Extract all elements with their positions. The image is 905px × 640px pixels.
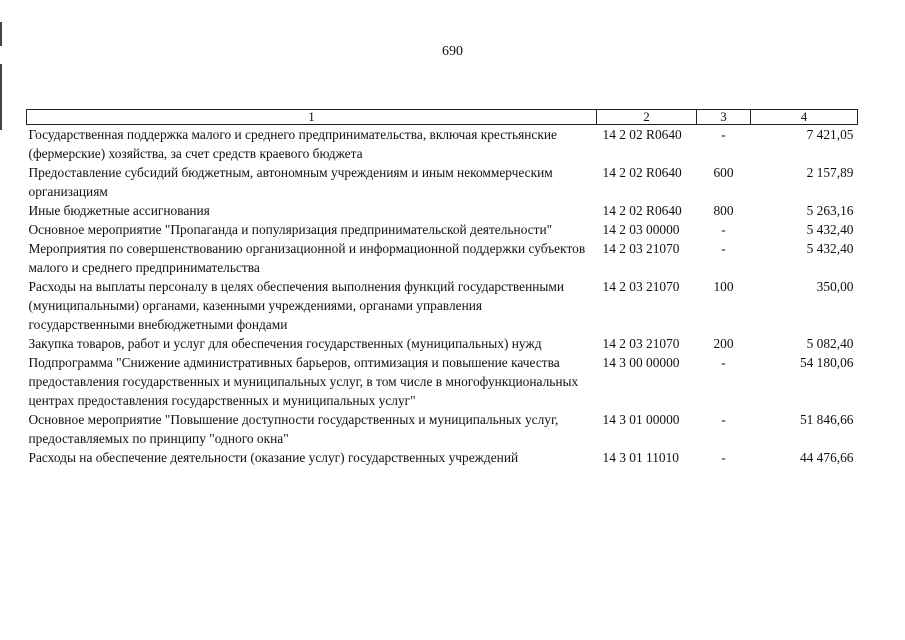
table-row (27, 448, 858, 467)
row-name: Мероприятия по совершенствованию организационной и информационной поддержки субъектов малого и среднего предпринимательства (28, 241, 586, 275)
table-row (27, 410, 858, 448)
table-row (27, 220, 858, 239)
row-amount: 51 846,66 (799, 412, 854, 427)
row-type: - (721, 450, 726, 465)
table-row (27, 353, 858, 410)
row-code: 14 3 00 00000 (602, 355, 680, 370)
row-type: - (721, 241, 726, 256)
row-name: Подпрограмма "Снижение административных барьеров, оптимизация и повышение качества предоставления государственных и муниципальных услуг, в том числе в многофункциональных центрах предоставления государственных и муниципальных услуг" (28, 355, 579, 408)
row-type: 800 (713, 203, 734, 218)
table-row (27, 163, 858, 201)
row-type: - (721, 355, 726, 370)
row-type: 600 (713, 165, 734, 180)
row-type: 100 (713, 279, 734, 294)
row-amount: 54 180,06 (799, 355, 854, 370)
row-name: Закупка товаров, работ и услуг для обеспечения государственных (муниципальных) нужд (28, 336, 542, 351)
column-header: 1 (27, 110, 597, 125)
row-code: 14 2 03 21070 (602, 336, 680, 351)
row-amount: 5 432,40 (806, 222, 854, 237)
row-amount: 5 082,40 (806, 336, 854, 351)
row-name: Основное мероприятие "Повышение доступности государственных и муниципальных услуг, предоставляемых по принципу "одного окна" (28, 412, 559, 446)
table-row (27, 334, 858, 353)
row-amount: 350,00 (816, 279, 854, 294)
scan-edge-mark (0, 64, 2, 130)
row-name: Основное мероприятие "Пропаганда и популяризация предпринимательской деятельности" (28, 222, 553, 237)
row-name: Предоставление субсидий бюджетным, автономным учреждениям и иным некоммерческим организациям (28, 165, 553, 199)
row-code: 14 2 03 21070 (602, 241, 680, 256)
column-header: 4 (751, 110, 858, 125)
row-code: 14 2 02 R0640 (602, 203, 682, 218)
row-code: 14 2 02 R0640 (602, 127, 682, 142)
page-number: 690 (442, 44, 463, 59)
row-name: Расходы на обеспечение деятельности (оказание услуг) государственных учреждений (28, 450, 519, 465)
table-row (27, 201, 858, 220)
row-amount: 5 432,40 (806, 241, 854, 256)
row-amount: 5 263,16 (806, 203, 854, 218)
table-header-row (27, 110, 858, 125)
row-name: Государственная поддержка малого и среднего предпринимательства, включая крестьянские (фермерские) хозяйства, за счет средств краевого бюджета (28, 127, 557, 161)
row-amount: 2 157,89 (806, 165, 854, 180)
row-amount: 7 421,05 (806, 127, 854, 142)
row-type: - (721, 222, 726, 237)
column-header: 2 (597, 110, 697, 125)
table-row (27, 125, 858, 164)
row-name: Расходы на выплаты персоналу в целях обеспечения выполнения функций государственными (муниципальными) органами, казенными учреждениями, органами управления государственными внебюджетными фондами (28, 279, 565, 332)
row-code: 14 2 03 21070 (602, 279, 680, 294)
row-code: 14 3 01 11010 (602, 450, 679, 465)
row-code: 14 2 03 00000 (602, 222, 680, 237)
column-header: 3 (697, 110, 751, 125)
row-type: - (721, 412, 726, 427)
budget-table (26, 109, 858, 467)
scan-edge-mark (0, 22, 2, 46)
table-row (27, 277, 858, 334)
row-code: 14 3 01 00000 (602, 412, 680, 427)
row-name: Иные бюджетные ассигнования (28, 203, 210, 218)
row-code: 14 2 02 R0640 (602, 165, 682, 180)
row-amount: 44 476,66 (799, 450, 854, 465)
table-row (27, 239, 858, 277)
row-type: 200 (713, 336, 734, 351)
row-type: - (721, 127, 726, 142)
